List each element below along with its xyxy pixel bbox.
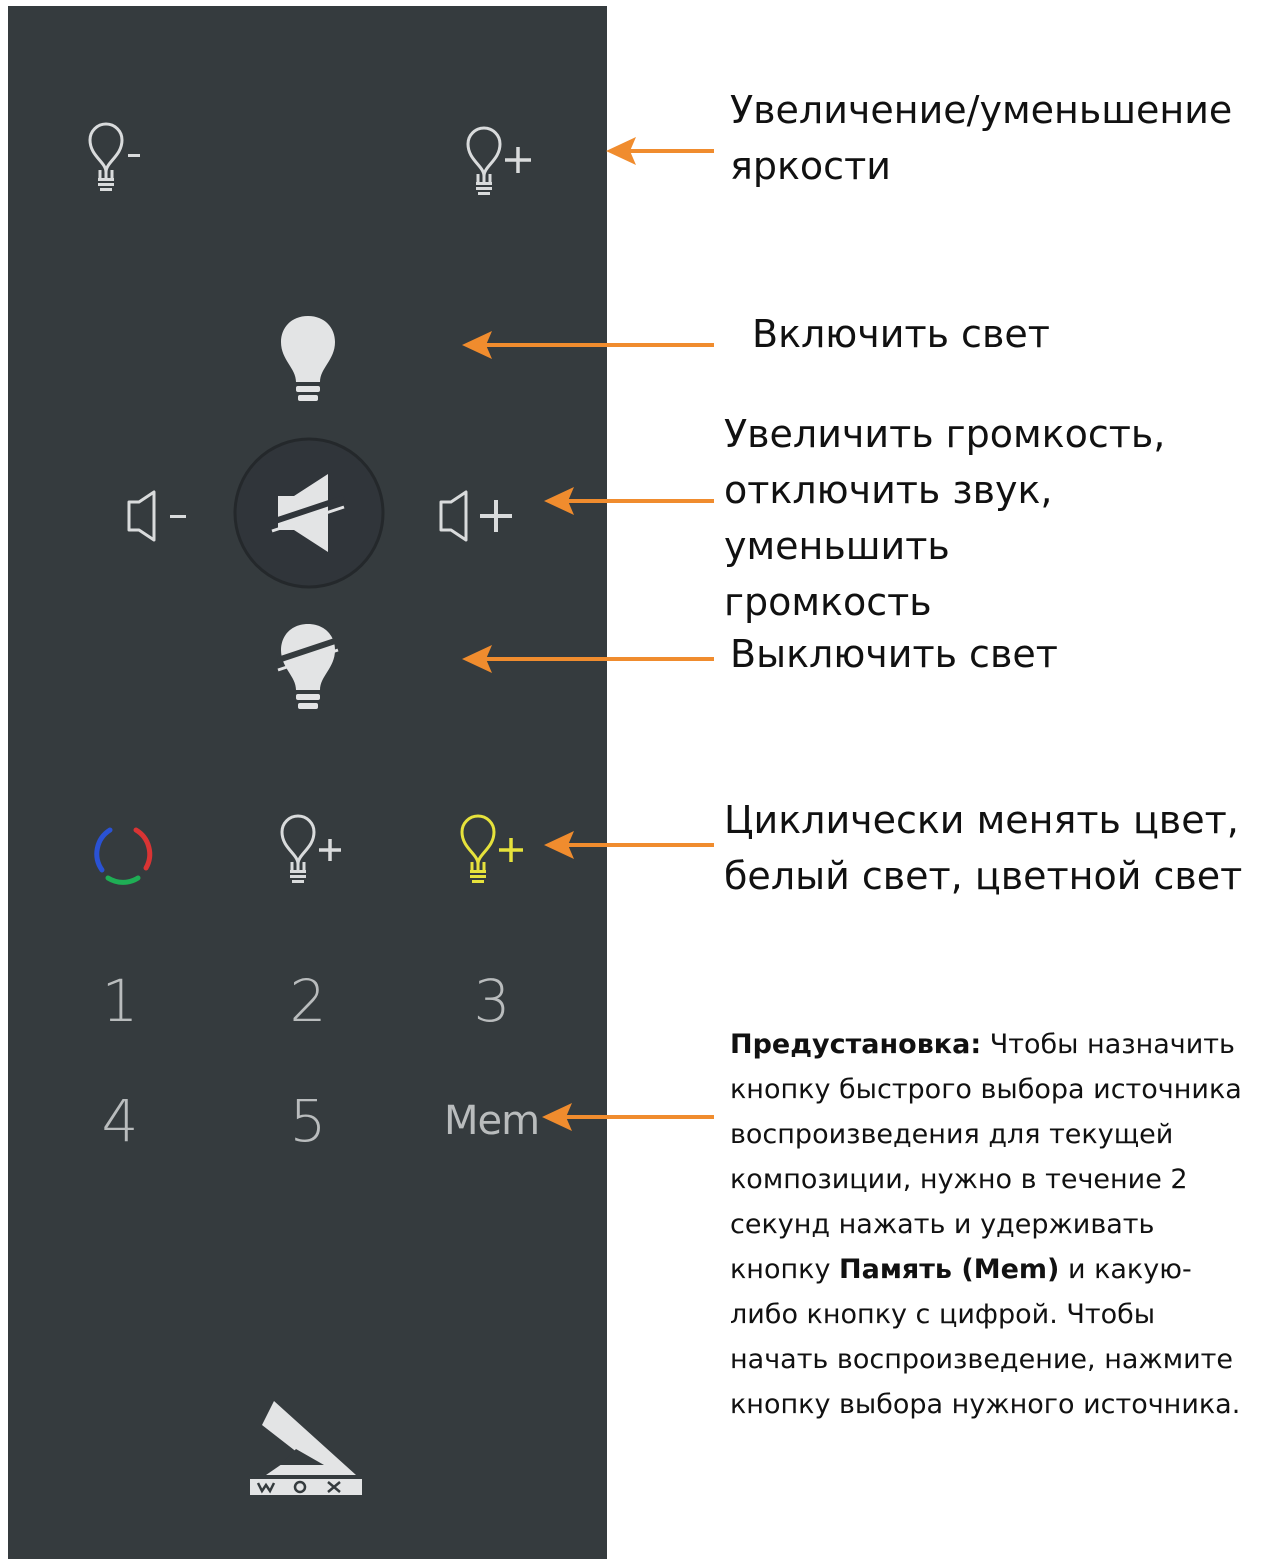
mem-button[interactable]: Mem [444, 1098, 540, 1144]
label-color [724, 792, 1242, 904]
arrow-mem [540, 1100, 716, 1134]
bulb-crossed-icon [276, 618, 340, 714]
rgb-ring-icon [88, 818, 158, 888]
preset-description [730, 1022, 1250, 1427]
arrow-brightness [604, 134, 716, 168]
color-cycle-button[interactable] [88, 818, 158, 888]
preset-text-2: и какую-либо кнопку с цифрой. Чтобы начать воспроизведение, нажмите кнопку выбора нужного источника. [730, 1254, 1241, 1420]
number-button-2[interactable]: 2 [289, 967, 327, 1035]
preset-text-1: Чтобы назначить кнопку быстрого выбора источника воспроизведения для текущей композиции, нужно в течение 2 секунд нажать и удерживать кнопку [730, 1029, 1242, 1285]
label-volume-line-3: громкость [724, 580, 932, 624]
bulb-plus-icon [462, 124, 542, 196]
speaker-minus-icon [124, 488, 204, 548]
label-light-off: Выключить свет [730, 632, 1058, 676]
wox-logo-icon [244, 1395, 368, 1503]
label-brightness-line-2: яркости [730, 144, 891, 188]
label-brightness [730, 82, 1232, 194]
volume-up-button[interactable] [436, 488, 526, 548]
light-on-button[interactable] [278, 310, 338, 406]
volume-down-button[interactable] [124, 488, 204, 548]
bulb-minus-icon [84, 120, 164, 192]
color-light-button[interactable] [456, 812, 536, 884]
label-color-line-2: белый свет, цветной свет [724, 854, 1243, 898]
label-volume-line-2: отключить звук, уменьшить [724, 468, 1053, 568]
speaker-muted-icon [232, 436, 386, 590]
bulb-plus-white-icon [276, 812, 356, 884]
arrow-color [542, 828, 716, 862]
label-color-line-1: Циклически менять цвет, [724, 798, 1239, 842]
wox-logo [244, 1395, 368, 1507]
label-volume-line-1: Увеличить громкость, [724, 412, 1166, 456]
preset-mem-bold: Память (Mem) [839, 1254, 1060, 1285]
bulb-filled-icon [278, 310, 338, 406]
remote-panel [8, 6, 607, 1559]
label-volume [724, 406, 1276, 630]
label-light-on: Включить свет [752, 312, 1050, 356]
number-button-1[interactable]: 1 [101, 967, 139, 1035]
number-button-5[interactable]: 5 [289, 1087, 327, 1155]
number-button-4[interactable]: 4 [101, 1087, 139, 1155]
number-button-3[interactable]: 3 [473, 967, 511, 1035]
mute-button[interactable] [232, 436, 386, 590]
brightness-down-button[interactable] [84, 120, 164, 192]
speaker-plus-icon [436, 488, 526, 548]
brightness-up-button[interactable] [462, 124, 542, 196]
light-off-button[interactable] [276, 618, 340, 714]
label-brightness-line-1: Увеличение/уменьшение [730, 88, 1233, 132]
preset-title: Предустановка: [730, 1029, 982, 1060]
bulb-plus-yellow-icon [456, 812, 536, 884]
arrow-light-on [460, 328, 716, 362]
arrow-volume [542, 484, 716, 518]
arrow-light-off [460, 642, 716, 676]
white-light-button[interactable] [276, 812, 356, 884]
